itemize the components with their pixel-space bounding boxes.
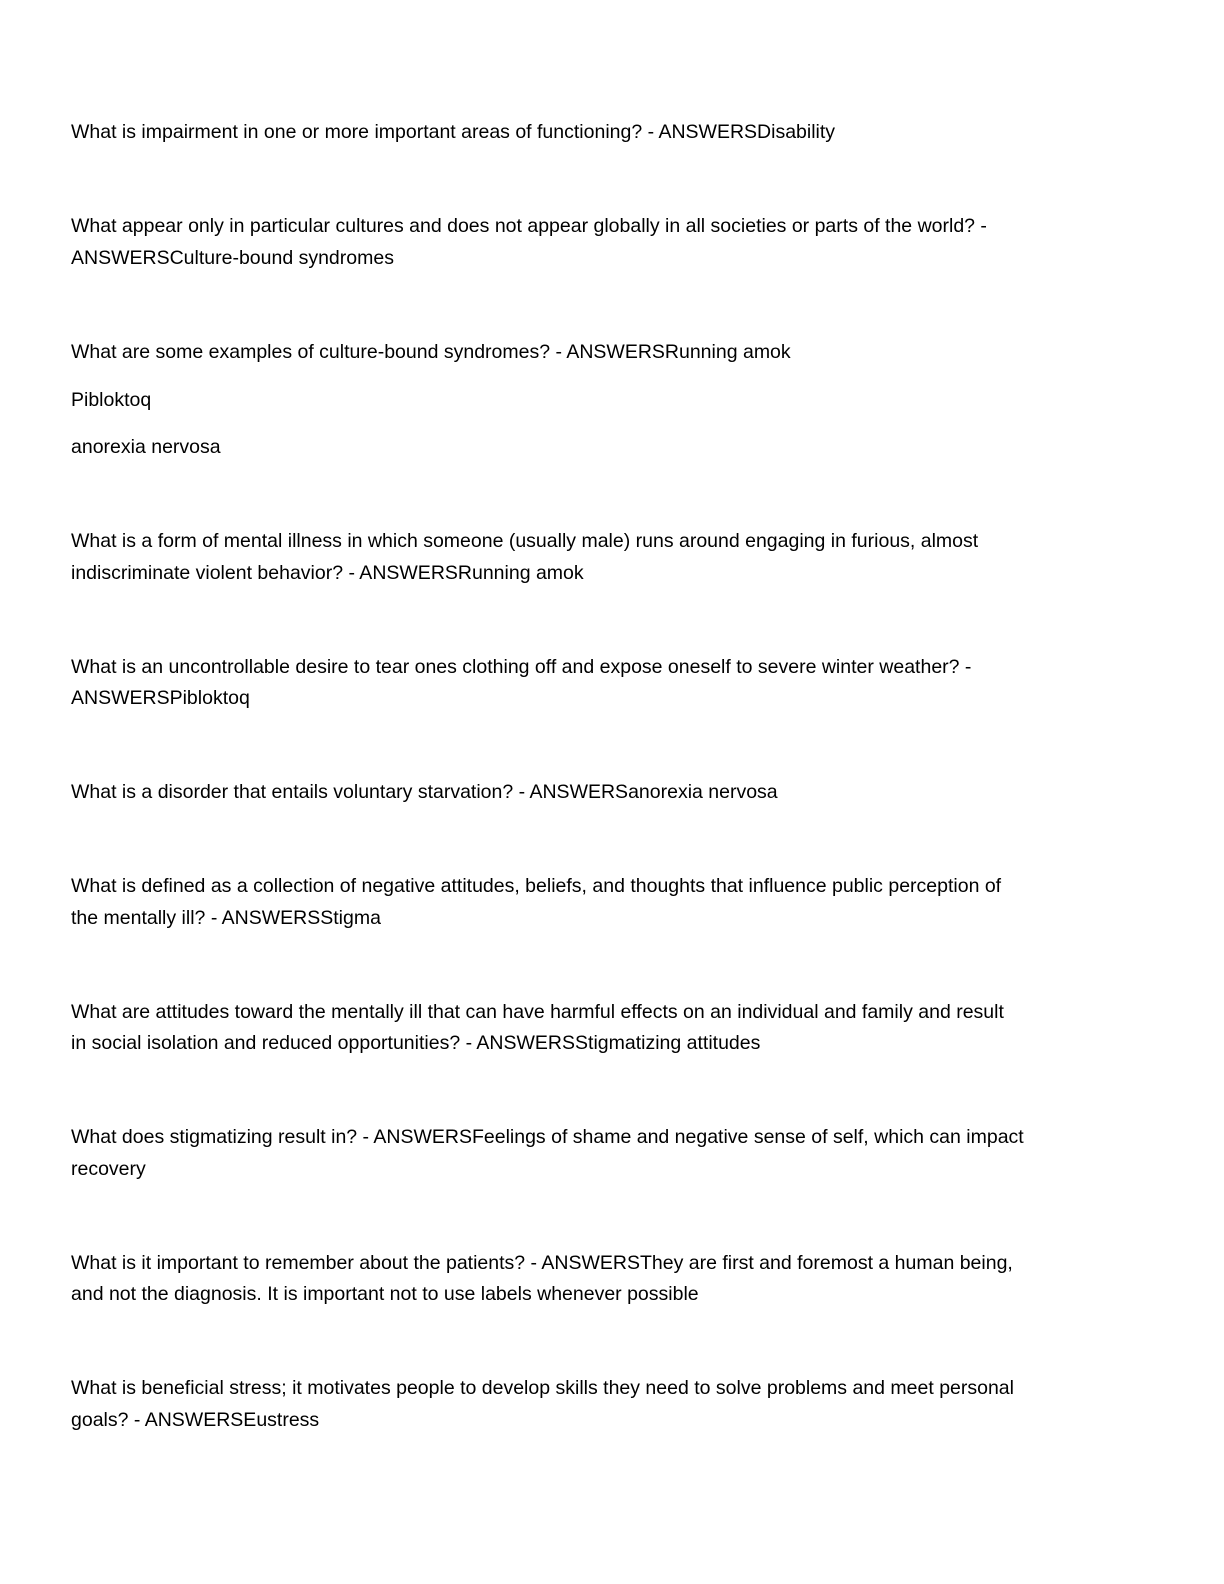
text-line: What is a form of mental illness in which someone (usually male) runs around engaging in furious, almost	[71, 530, 979, 552]
text-line: goals? - ANSWERSEustress	[71, 1409, 320, 1431]
text-line: Pibloktoq	[71, 389, 152, 411]
text-line: indiscriminate violent behavior? - ANSWERSRunning amok	[71, 562, 584, 584]
text-line: in social isolation and reduced opportunities? - ANSWERSStigmatizing attitudes	[71, 1032, 761, 1054]
text-line: What appear only in particular cultures and does not appear globally in all societies or parts of the world? -	[71, 215, 987, 237]
text-line: What are attitudes toward the mentally ill that can have harmful effects on an individual and family and result	[71, 1001, 1004, 1023]
text-line: What is a disorder that entails voluntary starvation? - ANSWERSanorexia nervosa	[71, 781, 778, 803]
text-line: What are some examples of culture-bound syndromes? - ANSWERSRunning amok	[71, 341, 791, 363]
text-line: ANSWERSCulture-bound syndromes	[71, 247, 394, 269]
text-line: What does stigmatizing result in? - ANSWERSFeelings of shame and negative sense of self, which can impact	[71, 1126, 1024, 1148]
text-line: ANSWERSPibloktoq	[71, 687, 250, 709]
text-line: What is impairment in one or more important areas of functioning? - ANSWERSDisability	[71, 121, 836, 143]
text-line: What is it important to remember about the patients? - ANSWERSThey are first and foremost a human being,	[71, 1252, 1013, 1274]
text-line: recovery	[71, 1158, 146, 1180]
text-line: and not the diagnosis. It is important not to use labels whenever possible	[71, 1283, 699, 1305]
text-line: the mentally ill? - ANSWERSStigma	[71, 907, 381, 929]
text-line: anorexia nervosa	[71, 436, 221, 458]
text-line: What is an uncontrollable desire to tear ones clothing off and expose oneself to severe winter weather? -	[71, 656, 972, 678]
text-line: What is beneficial stress; it motivates people to develop skills they need to solve problems and meet personal	[71, 1377, 1014, 1399]
text-line: What is defined as a collection of negative attitudes, beliefs, and thoughts that influence public perception of	[71, 875, 1002, 897]
